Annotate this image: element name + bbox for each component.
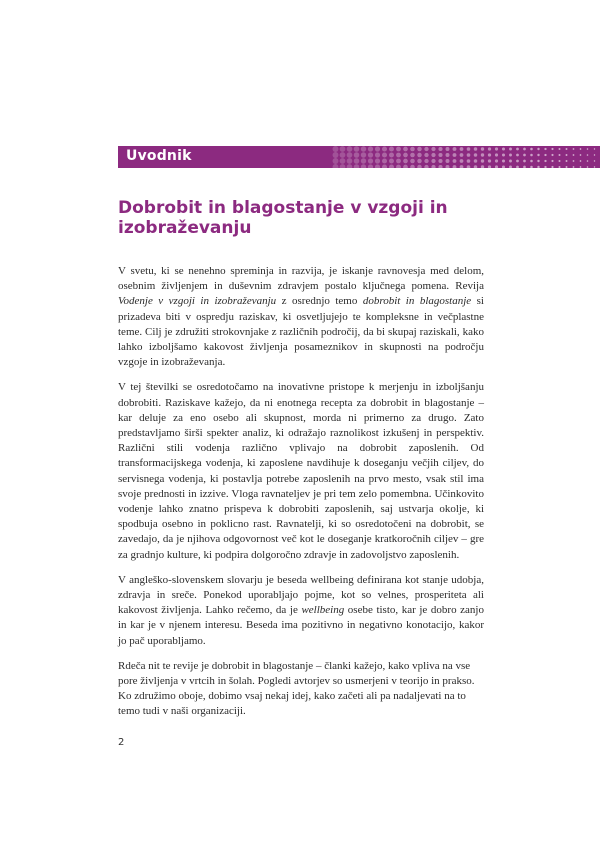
italic-text: dobrobit in blagostanje [362, 295, 472, 308]
text-run: osebe tisto, kar je dobro zanjo in kar je v njenem interesu. Beseda ima pozitivno in negativno konotacijo, kakor jo pač uporabljamo. [118, 604, 484, 647]
text-run: V tej številki se osredotočamo na inovativne pristope k merjenju in izboljšanju dobrobiti. Raziskave kažejo, da ni enotnega recepta za dobrobit in blagostanje – kar deluje za eno osebo ali skupnost, morda ni primerno za drugo. Zato predstavljamo širši spekter analiz, ki odražajo raznolikost izkušenj in perspektiv. Različni stili vodenja različno vplivajo na dobrobit zaposlenih. Od transformacijskega vodenja, ki zaposlene navdihuje k doseganju večjih ciljev, do servisnega vodenja, ki postavlja potrebe zaposlenih na prvo mesto, vsak stil ima svoje prednosti in izzive. Vloga ravnateljev je pri tem zelo pomembna. Učinkovito vodenje lahko znatno prispeva k dobrobiti zaposlenih, saj ustvarja okolje, ki spodbuja osebno in poklicno rast. Ravnatelji, ki so osredotočeni na dobrobit, se zavedajo, da je njihova odgovornost več kot le doseganje kratkoročnih ciljev – gre za gradnjo kulture, ki podpira dolgoročno zdravje in zadovoljstvo zaposlenih. [118, 381, 484, 561]
text-run: si prizadeva biti v ospredju raziskav, ki osvetljujejo te kompleksne in večplastne teme. Cilj je združiti strokovnjake z različnih področij, da bi skupaj raziskali, kako lahko izboljšamo kakovost življenja posameznikov in skupnosti na področju vzgoje in izobraževanja. [118, 295, 484, 369]
dot-pattern-decoration [328, 146, 600, 168]
text-run: V angleško-slovenskem slovarju je beseda wellbeing definirana kot stanje udobja, zdravja in sreče. Ponekod uporabljajo pojme, kot so velnes, prosperiteta ali kakovost življenja. Lahko rečemo, da je [118, 573, 484, 617]
section-banner [118, 146, 600, 168]
article-heading: Dobrobit in blagostanje v vzgoji in izobraževanju [118, 198, 448, 238]
paragraph [118, 573, 484, 649]
italic-text: wellbeing [301, 604, 345, 617]
text-run: V svetu, ki se nenehno spreminja in razvija, je iskanje ravnovesja med delom, osebnim življenjem in duševnim zdravjem postalo ključnega pomena. Revija [118, 265, 484, 293]
text-run: Rdeča nit te revije je dobrobit in blagostanje – članki kažejo, kako vpliva na vse pore življenja v vrtcih in šolah. Pogledi avtorjev so usmerjeni v teorijo in prakso. Ko združimo oboje, dobimo vsaj nekaj idej, kako začeti ali pa nadaljevati na to temo tudi v naši organizaciji. [118, 659, 475, 718]
italic-text: Vodenje v vzgoji in izobraževanju [118, 295, 277, 308]
paragraph [118, 380, 484, 562]
article-body [118, 264, 484, 730]
paragraph [118, 659, 484, 720]
text-run: z osrednjo temo [276, 295, 363, 308]
section-title: Uvodnik [126, 148, 192, 164]
paragraph [118, 264, 484, 370]
page-number: 2 [118, 737, 125, 748]
